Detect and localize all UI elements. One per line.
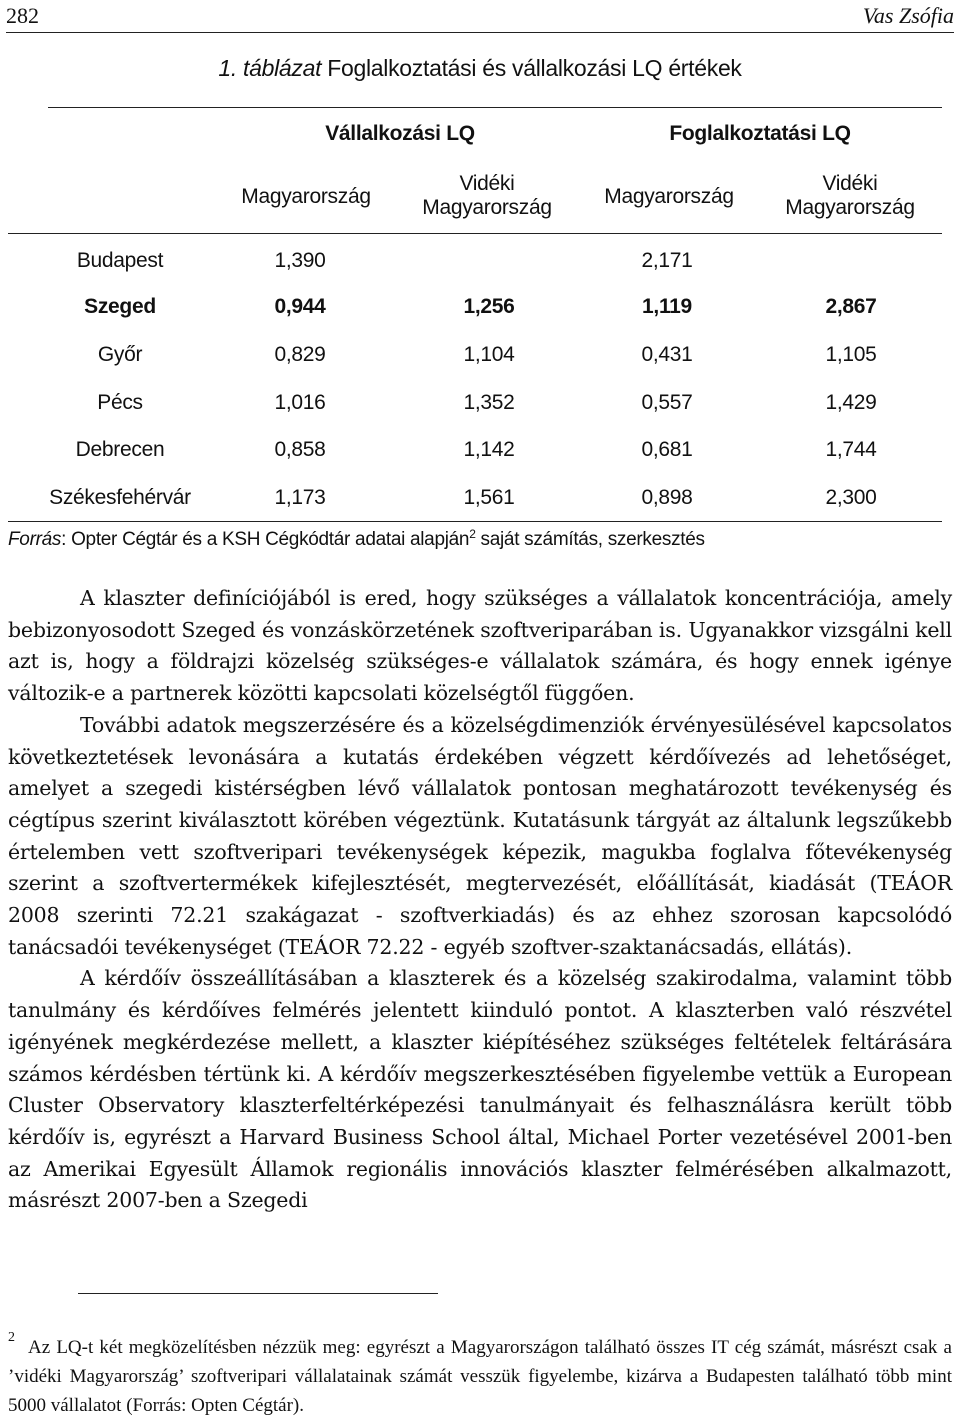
row-label: Debrecen — [75, 438, 165, 461]
footnote-mark: 2 — [8, 1330, 15, 1345]
table-cell: 0,858 — [274, 438, 326, 461]
table-cell: 1,016 — [274, 391, 326, 414]
col-header-4-line1: Vidéki — [822, 172, 878, 195]
table-cell: 2,867 — [825, 295, 877, 318]
table-cell: 1,142 — [463, 438, 515, 461]
row-label: Pécs — [97, 391, 143, 414]
group-header-foglalkoztatasi: Foglalkoztatási LQ — [669, 122, 851, 145]
footnote-rule — [78, 1293, 438, 1294]
table-cell: 0,829 — [274, 343, 326, 366]
source-text: : Opter Cégtár és a KSH Cégkódtár adatai alapján — [61, 529, 470, 550]
col-header-2-line2: Magyarország — [422, 196, 552, 219]
running-author: Vas Zsófia — [862, 3, 954, 28]
table-cell: 0,898 — [641, 486, 693, 509]
table-cell: 2,171 — [641, 249, 693, 272]
table-cell: 1,390 — [274, 249, 326, 272]
table-source — [8, 527, 705, 551]
group-header-vallalkozasi: Vállalkozási LQ — [325, 122, 475, 145]
table-cell: 0,681 — [641, 438, 693, 461]
table-header-rule — [8, 233, 942, 234]
table-label: 1. táblázat — [218, 55, 322, 81]
table-cell: 1,104 — [463, 343, 515, 366]
col-header-3: Magyarország — [604, 185, 734, 208]
table-cell: 1,744 — [825, 438, 877, 461]
paragraph: A klaszter definíciójából is ered, hogy szükséges a vállalatok koncentrációja, amely bebizonyosodott Szeged és vonzáskörzetének szoftveriparában is. Ugyanakkor vizsgálni kell azt is, hogy a földrajzi közelség szükséges-e vállalatok számára, és hogy ennek igénye változik-e a partnerek közötti kapcsolati közelségtől függően. — [8, 586, 952, 706]
col-header-4-line2: Magyarország — [785, 196, 915, 219]
table-cell: 1,119 — [642, 295, 692, 318]
table-cell: 1,352 — [463, 391, 515, 414]
footnote — [8, 1330, 952, 1420]
table-cell: 1,173 — [274, 486, 326, 509]
paragraph: További adatok megszerzésére és a közelségdimenziók érvényesülésével kapcsolatos következtetések levonására a kutatás érdekében végzett kérdőívezés ad lehetőséget, amelyet a szegedi kistérségben lévő vállalatok pontosan meghatározott tevékenység és cégtípus szerint kiválasztott körében végeztünk. Kutatásunk tárgyát az általunk legszűkebb értelemben vett szoftveripari tevékenységek képezik, magukba foglalva főtevékenység szerint a szoftvertermékek kifejlesztését, megtervezését, előállítását, kiadását (TEÁOR 2008 szerinti 72.21 szakágazat - szoftverkiadás) és az ehhez szorosan kapcsolódó tanácsadói tevékenységet (TEÁOR 72.22 - egyéb szoftver-szaktanácsadás, ellátás). — [8, 712, 952, 959]
body-text — [8, 583, 952, 1217]
col-header-1: Magyarország — [241, 185, 371, 208]
table-cell: 2,300 — [825, 486, 877, 509]
table-cell: 1,561 — [463, 486, 515, 509]
table-top-rule — [48, 107, 942, 108]
source-tail: saját számítás, szerkesztés — [475, 529, 705, 550]
table-cell: 0,944 — [274, 295, 326, 318]
paragraph: A kérdőív összeállításában a klaszterek és a közelség szakirodalma, valamint több tanulmány és kérdőíves felmérés jelentett kiinduló pontot. A klaszterben való részvétel igényének megkérdezése mellett, a klaszter kiépítéséhez szükséges feltételek feltárására számos kérdésben tértünk ki. A kérdőív megszerkesztésében figyelembe vettük a European Cluster Observatory klaszterfeltérképezési tanulmányait és felhasználásra került több kérdőív is, egyrészt a Harvard Business School által, Michael Porter vezetésével 2001-ben az Amerikai Egyesült Államok regionális innovációs klaszter felmérésében alkalmazott, másrészt 2007-ben a Szegedi — [8, 966, 952, 1213]
row-label: Budapest — [76, 249, 164, 272]
table-cell: 0,557 — [641, 391, 693, 414]
table-cell: 1,256 — [463, 295, 515, 318]
footnote-text: Az LQ-t két megközelítésben nézzük meg: egyrészt a Magyarországon található összes IT cég számát, másrészt csak a ’vidéki Magyarország’ szoftveripari vállalatainak számát vesszük figyelembe, kizárva a Budapesten található több mint 5000 vállalatot (Forrás: Opten Cégtár). — [8, 1337, 952, 1416]
source-footnote-ref: 2 — [469, 527, 476, 541]
lq-table — [0, 0, 960, 560]
row-label: Szeged — [84, 295, 156, 318]
table-title: Foglalkoztatási és vállalkozási LQ értékek — [327, 55, 742, 81]
row-label: Győr — [97, 343, 143, 366]
table-cell: 0,431 — [641, 343, 693, 366]
row-label: Székesfehérvár — [49, 486, 191, 509]
table-cell: 1,429 — [825, 391, 877, 414]
page-number: 282 — [6, 3, 39, 28]
table-cell: 1,105 — [825, 343, 877, 366]
col-header-2-line1: Vidéki — [459, 172, 515, 195]
col-header-4 — [785, 172, 914, 220]
source-label: Forrás — [8, 529, 62, 550]
col-header-2 — [422, 172, 551, 220]
table-bottom-rule — [8, 521, 942, 522]
